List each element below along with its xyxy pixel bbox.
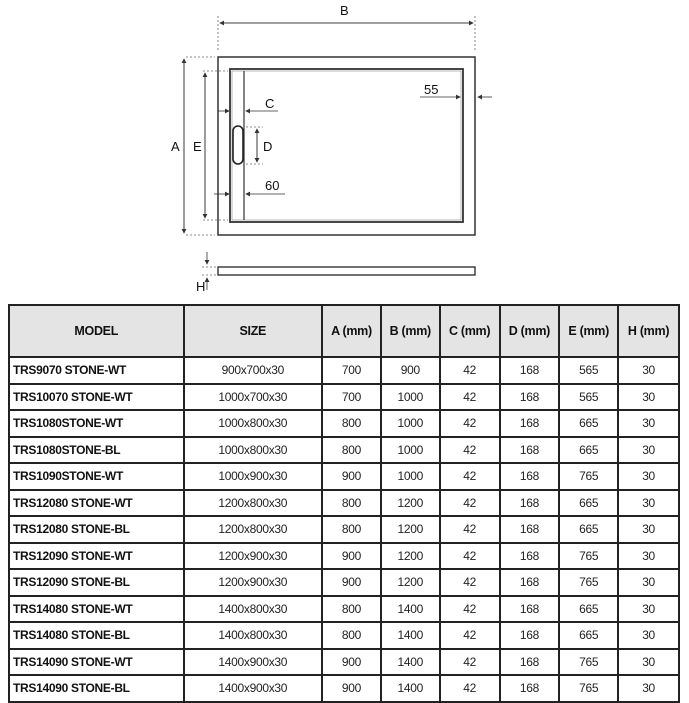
table-body [9, 357, 679, 702]
cell-c: 42 [440, 490, 500, 517]
cell-size: 1400x900x30 [184, 649, 323, 676]
column-header-size: SIZE [184, 305, 323, 357]
dimension-label-a: A [171, 139, 180, 154]
cell-h: 30 [618, 437, 679, 464]
cell-a: 800 [322, 516, 381, 543]
cell-model: TRS14090 STONE-WT [9, 649, 184, 676]
cell-d: 168 [500, 675, 560, 702]
cell-h: 30 [618, 649, 679, 676]
cell-model: TRS1080STONE-WT [9, 410, 184, 437]
cell-model: TRS12080 STONE-WT [9, 490, 184, 517]
cell-size: 1400x900x30 [184, 675, 323, 702]
table-row [9, 543, 679, 570]
table-header-row [9, 305, 679, 357]
column-header-model: MODEL [9, 305, 184, 357]
cell-d: 168 [500, 384, 560, 411]
cell-size: 1400x800x30 [184, 596, 323, 623]
table-row [9, 516, 679, 543]
cell-size: 1200x900x30 [184, 543, 323, 570]
cell-b: 1400 [381, 649, 440, 676]
cell-c: 42 [440, 649, 500, 676]
cell-a: 900 [322, 569, 381, 596]
cell-d: 168 [500, 569, 560, 596]
dimension-label-rim-55: 55 [424, 82, 439, 97]
cell-a: 900 [322, 675, 381, 702]
cell-a: 800 [322, 596, 381, 623]
cell-b: 900 [381, 357, 440, 384]
cell-a: 900 [322, 649, 381, 676]
table-row [9, 437, 679, 464]
cell-model: TRS1090STONE-WT [9, 463, 184, 490]
table-row [9, 675, 679, 702]
cell-model: TRS14080 STONE-WT [9, 596, 184, 623]
cell-size: 1000x800x30 [184, 410, 323, 437]
cell-e: 665 [559, 596, 618, 623]
cell-a: 800 [322, 410, 381, 437]
cell-model: TRS1080STONE-BL [9, 437, 184, 464]
column-header-c: C (mm) [440, 305, 500, 357]
dimension-label-h: H [196, 279, 206, 294]
cell-c: 42 [440, 384, 500, 411]
cell-b: 1200 [381, 543, 440, 570]
cell-h: 30 [618, 490, 679, 517]
column-header-e: E (mm) [559, 305, 618, 357]
cell-a: 900 [322, 543, 381, 570]
cell-b: 1200 [381, 490, 440, 517]
cell-e: 765 [559, 543, 618, 570]
cell-e: 665 [559, 490, 618, 517]
cell-h: 30 [618, 569, 679, 596]
cell-d: 168 [500, 410, 560, 437]
cell-h: 30 [618, 622, 679, 649]
cell-c: 42 [440, 675, 500, 702]
cell-c: 42 [440, 516, 500, 543]
cell-h: 30 [618, 410, 679, 437]
dimension-label-d: D [263, 139, 273, 154]
table-row [9, 569, 679, 596]
cell-c: 42 [440, 463, 500, 490]
specification-table [8, 304, 680, 703]
cell-c: 42 [440, 569, 500, 596]
cell-b: 1400 [381, 675, 440, 702]
cell-size: 1000x800x30 [184, 437, 323, 464]
cell-h: 30 [618, 516, 679, 543]
shower-tray-diagram [0, 0, 689, 300]
cell-model: TRS9070 STONE-WT [9, 357, 184, 384]
cell-d: 168 [500, 622, 560, 649]
table-row [9, 357, 679, 384]
dimension-label-c: C [265, 96, 275, 111]
cell-d: 168 [500, 516, 560, 543]
cell-b: 1000 [381, 384, 440, 411]
cell-b: 1400 [381, 622, 440, 649]
cell-model: TRS14080 STONE-BL [9, 622, 184, 649]
cell-size: 1200x900x30 [184, 569, 323, 596]
cell-b: 1000 [381, 463, 440, 490]
cell-b: 1000 [381, 410, 440, 437]
cell-size: 1400x800x30 [184, 622, 323, 649]
cell-d: 168 [500, 490, 560, 517]
cell-model: TRS12080 STONE-BL [9, 516, 184, 543]
column-header-b: B (mm) [381, 305, 440, 357]
cell-h: 30 [618, 543, 679, 570]
cell-e: 765 [559, 569, 618, 596]
cell-model: TRS14090 STONE-BL [9, 675, 184, 702]
dimension-label-b: B [340, 3, 349, 18]
cell-model: TRS12090 STONE-WT [9, 543, 184, 570]
cell-d: 168 [500, 437, 560, 464]
cell-a: 700 [322, 384, 381, 411]
cell-c: 42 [440, 543, 500, 570]
table-row [9, 596, 679, 623]
cell-b: 1000 [381, 437, 440, 464]
cell-e: 665 [559, 410, 618, 437]
cell-size: 900x700x30 [184, 357, 323, 384]
cell-a: 700 [322, 357, 381, 384]
cell-e: 765 [559, 675, 618, 702]
cell-b: 1200 [381, 569, 440, 596]
cell-model: TRS12090 STONE-BL [9, 569, 184, 596]
technical-drawing [0, 0, 689, 300]
cell-c: 42 [440, 410, 500, 437]
cell-b: 1400 [381, 596, 440, 623]
table-row [9, 410, 679, 437]
cell-c: 42 [440, 437, 500, 464]
column-header-h: H (mm) [618, 305, 679, 357]
cell-e: 665 [559, 622, 618, 649]
cell-size: 1200x800x30 [184, 516, 323, 543]
cell-e: 665 [559, 437, 618, 464]
cell-h: 30 [618, 357, 679, 384]
cell-a: 800 [322, 490, 381, 517]
cell-size: 1000x900x30 [184, 463, 323, 490]
column-header-a: A (mm) [322, 305, 381, 357]
cell-a: 800 [322, 622, 381, 649]
cell-d: 168 [500, 649, 560, 676]
cell-e: 765 [559, 463, 618, 490]
cell-size: 1200x800x30 [184, 490, 323, 517]
cell-e: 565 [559, 384, 618, 411]
column-header-d: D (mm) [500, 305, 560, 357]
cell-h: 30 [618, 675, 679, 702]
cell-size: 1000x700x30 [184, 384, 323, 411]
cell-e: 565 [559, 357, 618, 384]
table-row [9, 490, 679, 517]
table-row [9, 622, 679, 649]
cell-h: 30 [618, 463, 679, 490]
cell-h: 30 [618, 384, 679, 411]
table-row [9, 649, 679, 676]
cell-a: 900 [322, 463, 381, 490]
cell-e: 765 [559, 649, 618, 676]
table-row [9, 463, 679, 490]
cell-h: 30 [618, 596, 679, 623]
dimension-label-channel-60: 60 [265, 178, 280, 193]
dimension-label-e: E [193, 139, 202, 154]
cell-b: 1200 [381, 516, 440, 543]
cell-a: 800 [322, 437, 381, 464]
cell-e: 665 [559, 516, 618, 543]
cell-d: 168 [500, 463, 560, 490]
table-row [9, 384, 679, 411]
cell-model: TRS10070 STONE-WT [9, 384, 184, 411]
cell-c: 42 [440, 596, 500, 623]
cell-d: 168 [500, 357, 560, 384]
cell-d: 168 [500, 543, 560, 570]
cell-c: 42 [440, 622, 500, 649]
cell-c: 42 [440, 357, 500, 384]
cell-d: 168 [500, 596, 560, 623]
